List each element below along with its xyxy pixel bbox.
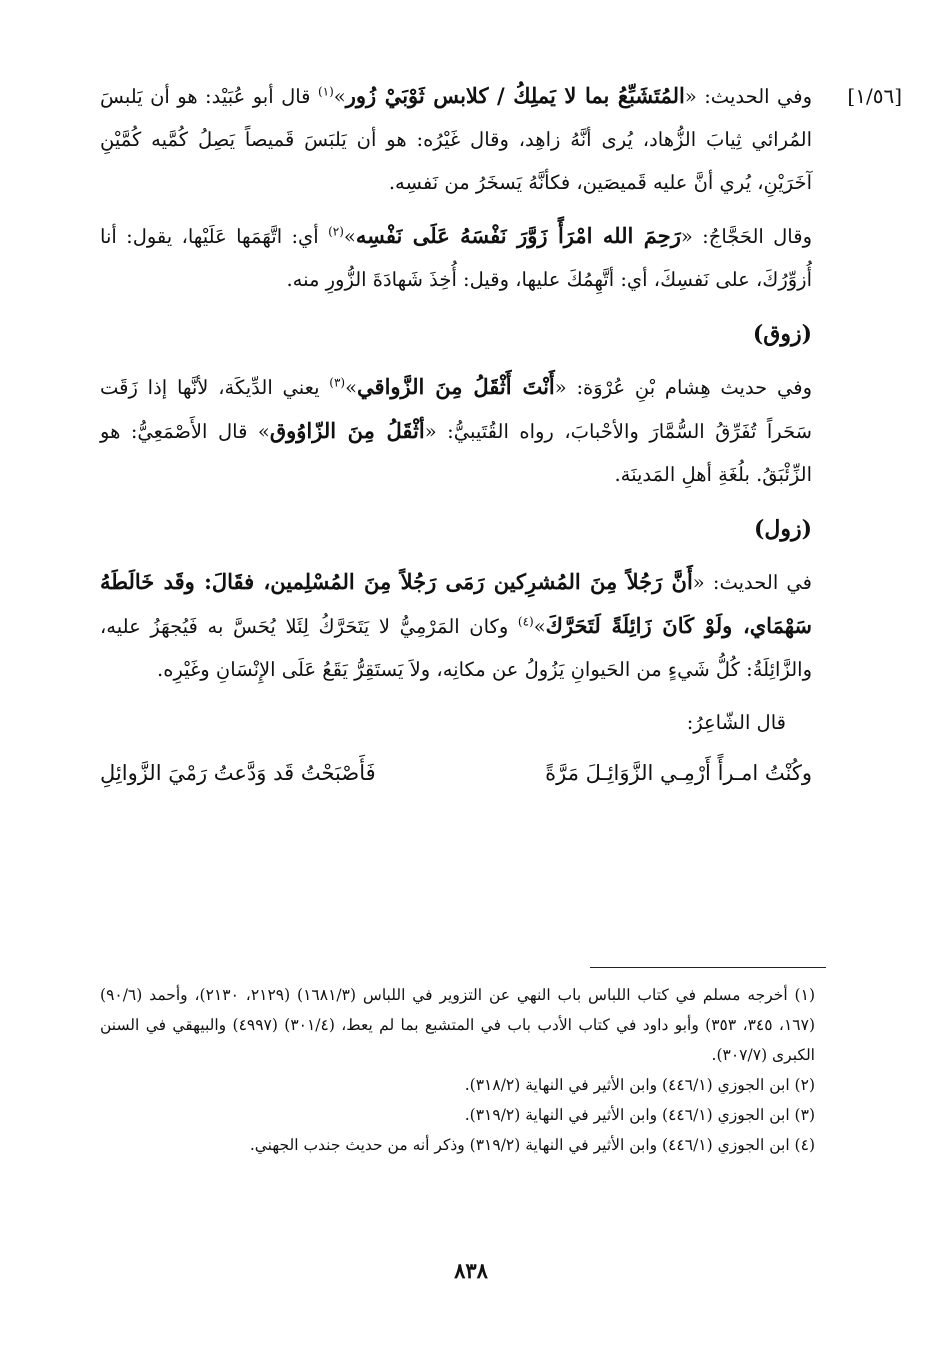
text-run: » <box>343 225 356 248</box>
text-run: يعني الدِّيكَة، لأنَّها إذا زَقَت سَحَراً تُفَرِّقُ السُّمَّارَ والأحْبابَ، رواه القُتَيبيُّ: « <box>100 376 812 443</box>
text-run: وفي الحديث: « <box>684 85 812 108</box>
paragraph-mutashabbi <box>100 74 812 204</box>
text-run: » قال الأَصْمَعِيُّ: هو الزِّئْبَقُ. بلُغَةِ أهلِ المَدينَة. <box>100 420 812 486</box>
text-run: » <box>333 85 346 108</box>
hadith-quote: أثْقَلُ مِنَ الزّاوُوق <box>269 418 425 443</box>
footnote-separator <box>590 967 826 968</box>
poet-intro: قال الشّاعِرُ: <box>686 711 786 734</box>
footnote-4: (٤) ابن الجوزي (٤٤٦/١) وابن الأثير في النهاية (٣١٩/٢) وذكر أنه من حديث جندب الجهني. <box>249 1136 815 1154</box>
paragraph-zaila <box>100 560 812 691</box>
hadith-quote: رَحِمَ الله امْرَأً زَوَّرَ نَفْسَهُ عَلَى نَفْسِه <box>355 223 681 248</box>
footnote-marker: (٣) <box>329 375 346 390</box>
poetry-verse <box>100 750 812 796</box>
footnotes <box>100 980 815 1160</box>
hadith-quote: أَنْتَ أَثْقَلُ مِنَ الزَّواقي <box>357 374 555 399</box>
paragraph-hajjaj <box>100 214 812 301</box>
footnote-3: (٣) ابن الجوزي (٤٤٦/١) وابن الأثير في النهاية (٣١٩/٢). <box>464 1106 815 1124</box>
footnote-2: (٢) ابن الجوزي (٤٤٦/١) وابن الأثير في النهاية (٣١٨/٢). <box>464 1076 815 1094</box>
footnote-marker: (١) <box>317 84 334 99</box>
footnote-marker: (٢) <box>328 224 344 239</box>
text-run: وكان المَرْمِيُّ لا يَتَحَرَّكُ لِئَلا يُحَسَّ به فَيُجهَزُ عليه، والزَّائِلَةُ: كُلُّ شَيءٍ من الحَيوانِ يَزُولُ عن مكانِه، ولاَ يَستَقِرُّ يَقَعُ عَلَى الإِنْسَانِ وغَيْرِه. <box>100 615 812 681</box>
footnote-1: (١) أخرجه مسلم في كتاب اللباس باب النهي عن التزوير في اللباس (١٦٨١/٣) (٢١٢٩، ٢١٣٠)، وأحمد (٩٠/٦) (١٦٧، ٣٤٥، ٣٥٣) وأبو داود في كتاب الأدب باب في المتشبع بما لم يعط، (٣٠١/٤) (٤٩٩٧) والبيهقي في السنن الكبرى (٣٠٧/٧). <box>100 986 815 1064</box>
text-run: قال أبو عُبَيْد: هو أن يَلبسَ المُرائي ثِيابَ الزُّهاد، يُرى أنَّهُ زاهِد، وقال غَيْرُه: هو أن يَلبَسَ قَميصاً يَصِلُ كُمَّيه كُمَّيْنِ آخَرَيْنِ، يُري أنَّ عليه قَميصَين، فكأنَّهُ يَسخَرُ من نَفسِه. <box>100 85 812 194</box>
text-run: » <box>533 615 546 638</box>
main-text <box>100 74 812 796</box>
hadith-quote: أَنَّ رَجُلاً مِنَ المُشرِكين رَمَى رَجُلاً مِنَ المُسْلِمين، فقَالَ: وقَد خَالَطَهُ سَهْمَاي، ولَوْ كَانَ زَائِلَةً لَتَحَرَّكَ <box>100 569 812 638</box>
text-run: » <box>345 376 358 399</box>
verse-first-hemistich: وكُنْتُ امـرأً أَرْمِـي الزَّوَائِـلَ مَرَّةً <box>545 761 812 785</box>
verse-second-hemistich: فَأَصْبَحْتُ قَد وَدَّعتُ رَمْيَ الزَّوائِلِ <box>100 761 376 785</box>
text-run: وفي حديث هِشام بْنِ عُرْوَة: « <box>554 376 813 399</box>
footnote-marker: (٤) <box>517 614 534 629</box>
text-run: أي: اتَّهَمَها عَلَيْها، يقول: أنا أُزوِّرُكَ، على نَفسِكَ، أي: أتَّهِمُكَ عليها، وقيل: أُخِذَ شَهادَةَ الزُّورِ منه. <box>100 225 812 291</box>
section-heading-zawl: (زول) <box>753 516 812 542</box>
margin-reference: [١/٥٦] <box>847 84 902 108</box>
text-run: وقال الحَجَّاجُ: « <box>680 225 812 248</box>
hadith-quote: المُتَشَبِّعُ بما لا يَملِكُ / كلابس ثَوْبَيْ زُور <box>345 83 685 108</box>
text-run: في الحديث: « <box>692 571 813 594</box>
page-number: ٨٣٨ <box>454 1258 488 1283</box>
paragraph-hisham <box>100 365 812 496</box>
section-heading-zawq: (زوق) <box>752 321 812 347</box>
